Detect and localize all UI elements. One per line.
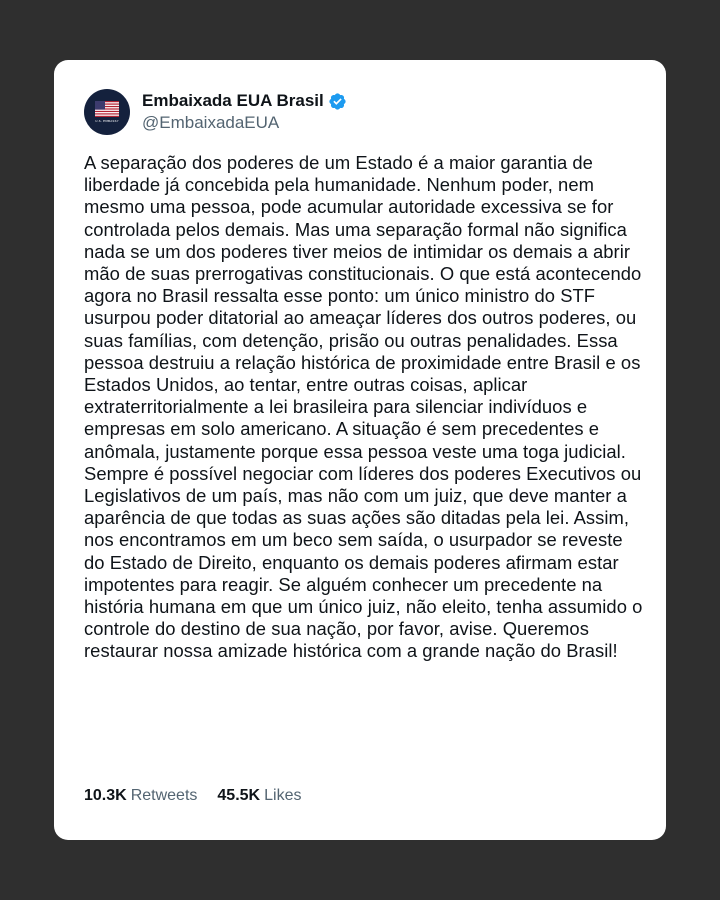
retweets-count: 10.3K [84,787,127,804]
tweet-card [54,60,666,840]
retweets-label: Retweets [130,787,198,804]
account-handle[interactable]: @EmbaixadaEUA [142,113,280,132]
display-name-row [142,90,347,112]
verified-badge-icon [328,92,347,111]
likes-label: Likes [264,787,302,804]
us-flag-icon [95,101,119,117]
tweet-stats [84,787,321,805]
avatar[interactable] [84,89,130,135]
likes-count: 45.5K [217,787,261,804]
retweets-stat[interactable] [84,787,197,805]
tweet-header [84,88,636,136]
tweet-text: A separação dos poderes de um Estado é a maior garantia de liberdade já concebida pela humanidade. Nenhum poder, nem mesmo uma pessoa, pode acumular autoridade excessiva se for controlada pelos demais. Mas uma separação formal não significa nada se um dos poderes tiver meios de intimidar os demais a abrir mão de suas prerrogativas constitucionais. O que está acontecendo agora no Brasil ressalta esse ponto: um único ministro do STF usurpou poder ditatorial ao ameaçar líderes dos outros poderes, ou suas famílias, com detenção, prisão ou outras penalidades. Essa pessoa destruiu a relação histórica de proximidade entre Brasil e os Estados Unidos, ao tentar, entre outras coisas, aplicar extraterritorialmente a lei brasileira para silenciar indivíduos e empresas em solo americano. A situação é sem precedentes e anômala, justamente porque essa pessoa veste uma toga judicial. Sempre é possível negociar com líderes dos poderes Executivos ou Legislativos de um país, mas não com um juiz, que deve manter a aparência de que todas as suas ações são ditadas pela lei. Assim, nos encontramos em um beco sem saída, o usurpador se reveste do Estado de Direito, enquanto os demais poderes afirmam estar impotentes para reagir. Se alguém conhecer um precedente na história humana em que um único juiz, não eleito, tenha assumido o controle do destino de sua nação, por favor, avise. Queremos restaurar nossa amizade histórica com a grande nação do Brasil! [84,152,643,662]
likes-stat[interactable] [217,787,301,805]
account-names [142,90,347,134]
display-name[interactable]: Embaixada EUA Brasil [142,91,324,110]
avatar-label: U.S. EMBASSY [95,119,119,123]
